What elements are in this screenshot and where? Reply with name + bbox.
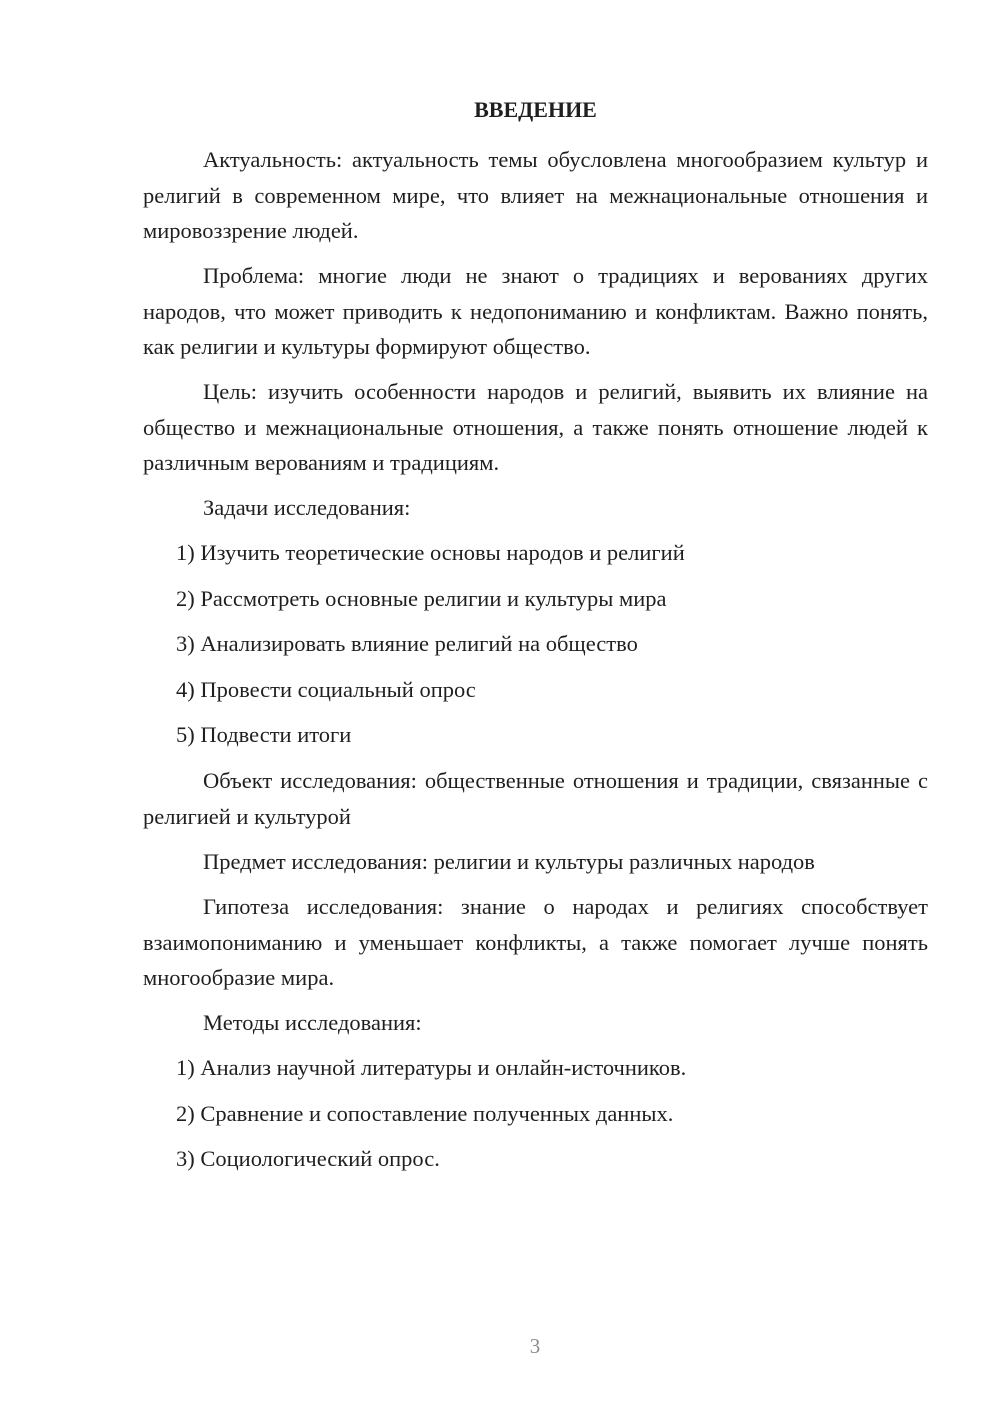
task-item-1: 1) Изучить теоретические основы народов и религий (176, 540, 685, 565)
page-number: 3 (529, 1334, 541, 1358)
methods-heading: Методы исследования: (203, 1010, 422, 1035)
paragraph-goal: Цель: изучить особенности народов и религий, выявить их влияние на общество и межнациональные отношения, а также понять отношение людей к различным верованиям и традициям. (143, 379, 928, 475)
paragraph-object: Объект исследования: общественные отношения и традиции, связанные с религией и культурой (143, 768, 928, 829)
paragraph-subject: Предмет исследования: религии и культуры различных народов (203, 849, 815, 874)
task-item-2: 2) Рассмотреть основные религии и культуры мира (176, 586, 667, 611)
paragraph-hypothesis: Гипотеза исследования: знание о народах и религиях способствует взаимопониманию и уменьшает конфликты, а также помогает лучше понять многообразие мира. (143, 894, 928, 990)
method-item-3: 3) Социологический опрос. (176, 1146, 440, 1171)
method-item-2: 2) Сравнение и сопоставление полученных данных. (176, 1101, 674, 1126)
tasks-heading: Задачи исследования: (203, 495, 411, 520)
method-item-1: 1) Анализ научной литературы и онлайн-источников. (176, 1055, 687, 1080)
paragraph-relevance: Актуальность: актуальность темы обусловлена многообразием культур и религий в современном мире, что влияет на межнациональные отношения и мировоззрение людей. (143, 147, 928, 243)
page-title: ВВЕДЕНИЕ (474, 97, 597, 122)
task-item-4: 4) Провести социальный опрос (176, 677, 476, 702)
paragraph-problem: Проблема: многие люди не знают о традициях и верованиях других народов, что может приводить к недопониманию и конфликтам. Важно понять, как религии и культуры формируют общество. (143, 263, 928, 359)
task-item-5: 5) Подвести итоги (176, 722, 352, 747)
task-item-3: 3) Анализировать влияние религий на общество (176, 631, 638, 656)
